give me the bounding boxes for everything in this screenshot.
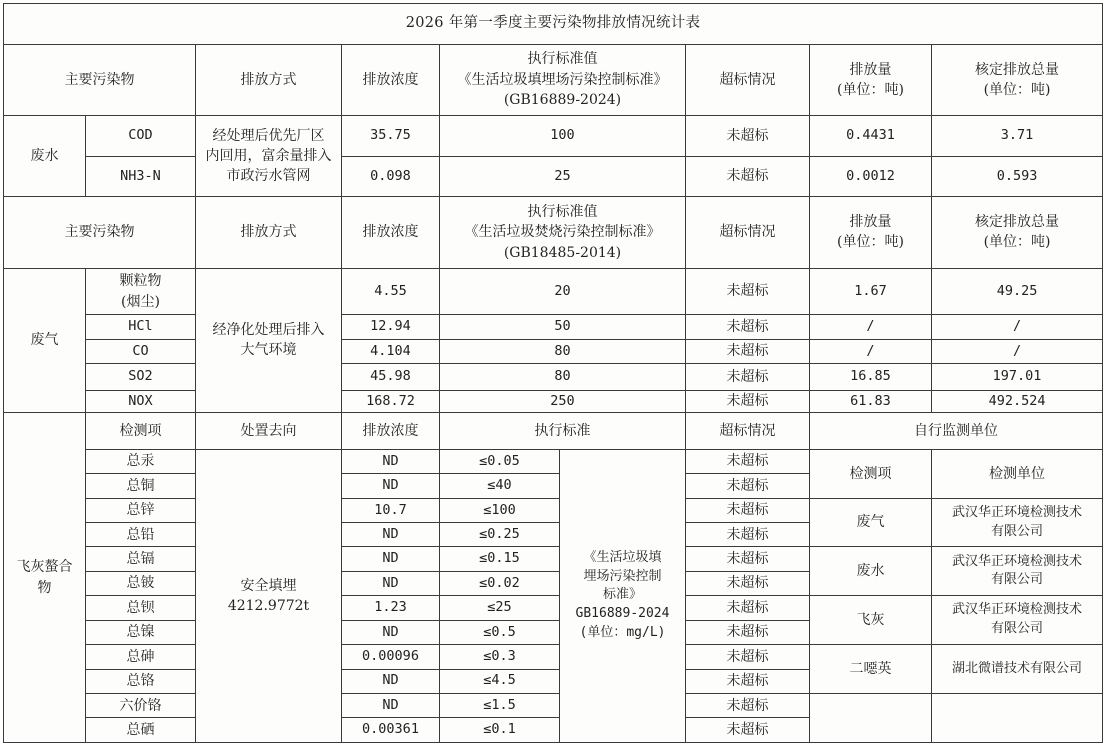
test-item-name: 总汞 [86, 449, 196, 473]
exceed-status: 未超标 [686, 547, 810, 571]
concentration-value: ND [342, 571, 440, 595]
test-item-name: 总锌 [86, 498, 196, 522]
exceed-status: 未超标 [686, 315, 810, 339]
limit-value: ≤100 [440, 498, 560, 522]
emission-value: 16.85 [810, 364, 932, 390]
header-emission: 排放量 (单位：吨) [810, 197, 932, 268]
table-row [4, 115, 1103, 156]
concentration-value: ND [342, 547, 440, 571]
approved-header: 核定排放总量 (单位：吨) [932, 197, 1103, 268]
test-item-name: 总钡 [86, 596, 196, 620]
exceed-status: 未超标 [686, 364, 810, 390]
monitor-unit: 武汉华正环境检测技术 有限公司 [932, 547, 1103, 596]
test-item-name: 总镍 [86, 620, 196, 644]
exceed-status: 未超标 [686, 596, 810, 620]
concentration-value: ND [342, 449, 440, 473]
concentration-value: 4.104 [342, 339, 440, 363]
standard-value: 50 [440, 315, 686, 339]
emission-value: 1.67 [810, 268, 932, 315]
table-row [4, 315, 1103, 339]
category-fly-ash: 飞灰螯合 物 [4, 413, 86, 743]
header-exceed: 超标情况 [686, 413, 810, 450]
exceed-status: 未超标 [686, 669, 810, 693]
table-row [4, 547, 1103, 571]
table-row [4, 339, 1103, 363]
pollutant-name: 颗粒物 (烟尘) [86, 268, 196, 315]
test-item-name: 六价铬 [86, 693, 196, 717]
test-item-name: 总镉 [86, 547, 196, 571]
exceed-status: 未超标 [686, 156, 810, 197]
monitor-unit: 武汉华正环境检测技术 有限公司 [932, 498, 1103, 547]
exceed-status: 未超标 [686, 498, 810, 522]
monitor-item: 废气 [810, 498, 932, 547]
header-pollutant: 主要污染物 [4, 44, 196, 115]
test-item-name: 总铅 [86, 523, 196, 547]
pollutant-name: HCl [86, 315, 196, 339]
limit-value: ≤0.25 [440, 523, 560, 547]
emission-value: / [810, 315, 932, 339]
monitor-header-unit: 检测单位 [932, 449, 1103, 498]
header-concentration: 排放浓度 [342, 197, 440, 268]
header-standard: 执行标准值 《生活垃圾焚烧污染控制标准》 (GB18485-2014) [440, 197, 686, 268]
table-row [4, 364, 1103, 390]
header-monitor-unit: 自行监测单位 [810, 413, 1103, 450]
standard-name: 《生活垃圾填 埋场污染控制 标准》 GB16889-2024 (单位：mg/L) [560, 449, 686, 742]
approved-total-value: 197.01 [932, 364, 1103, 390]
monitor-empty-cell [932, 693, 1103, 742]
concentration-value: 12.94 [342, 315, 440, 339]
emission-value: 0.4431 [810, 115, 932, 156]
emission-value: 61.83 [810, 390, 932, 412]
emission-statistics-table [3, 3, 1103, 743]
concentration-value: 10.7 [342, 498, 440, 522]
header-method: 排放方式 [196, 44, 342, 115]
emission-value: / [810, 339, 932, 363]
monitor-item: 二噁英 [810, 645, 932, 694]
exceed-status: 未超标 [686, 645, 810, 669]
standard-value: 25 [440, 156, 686, 197]
limit-value: ≤4.5 [440, 669, 560, 693]
limit-value: ≤0.5 [440, 620, 560, 644]
table-row [4, 390, 1103, 412]
pollutant-name: CO [86, 339, 196, 363]
table-row [4, 449, 1103, 473]
emission-value: 0.0012 [810, 156, 932, 197]
monitor-empty-cell [810, 693, 932, 742]
exceed-status: 未超标 [686, 474, 810, 498]
category-waste-gas: 废气 [4, 268, 86, 413]
approved-total-value: 492.524 [932, 390, 1103, 412]
header-pollutant: 主要污染物 [4, 197, 196, 268]
concentration-value: ND [342, 669, 440, 693]
test-item-name: 总硒 [86, 718, 196, 743]
approved-total-value: / [932, 339, 1103, 363]
category-wastewater: 废水 [4, 115, 86, 196]
header-standard: 执行标准 [440, 413, 686, 450]
header-exceed: 超标情况 [686, 44, 810, 115]
discharge-method: 经净化处理后排入 大气环境 [196, 268, 342, 413]
monitor-unit: 武汉华正环境检测技术 有限公司 [932, 596, 1103, 645]
limit-value: ≤0.1 [440, 718, 560, 743]
limit-value: ≤0.02 [440, 571, 560, 595]
approved-total-value: 49.25 [932, 268, 1103, 315]
exceed-status: 未超标 [686, 523, 810, 547]
discharge-method: 经处理后优先厂区 内回用，富余量排入 市政污水管网 [196, 115, 342, 196]
standard-value: 20 [440, 268, 686, 315]
test-item-name: 总铍 [86, 571, 196, 595]
approved-total-value: / [932, 315, 1103, 339]
limit-value: ≤1.5 [440, 693, 560, 717]
concentration-value: ND [342, 693, 440, 717]
limit-value: ≤0.05 [440, 449, 560, 473]
standard-value: 250 [440, 390, 686, 412]
pollutant-name: COD [86, 115, 196, 156]
limit-value: ≤0.15 [440, 547, 560, 571]
table-row [4, 156, 1103, 197]
header-method: 排放方式 [196, 197, 342, 268]
limit-value: ≤40 [440, 474, 560, 498]
exceed-status: 未超标 [686, 693, 810, 717]
test-item-name: 总砷 [86, 645, 196, 669]
pollutant-name: NOX [86, 390, 196, 412]
concentration-value: 45.98 [342, 364, 440, 390]
disposal-method: 安全填埋 4212.9772t [196, 449, 342, 742]
concentration-value: 0.00096 [342, 645, 440, 669]
exceed-status: 未超标 [686, 339, 810, 363]
standard-value: 80 [440, 364, 686, 390]
table-row [4, 268, 1103, 315]
header-test-item: 检测项 [86, 413, 196, 450]
concentration-value: 1.23 [342, 596, 440, 620]
exceed-status: 未超标 [686, 718, 810, 743]
limit-value: ≤25 [440, 596, 560, 620]
exceed-status: 未超标 [686, 620, 810, 644]
title-row [4, 4, 1103, 45]
approved-total-value: 0.593 [932, 156, 1103, 197]
monitor-item: 废水 [810, 547, 932, 596]
monitor-item: 飞灰 [810, 596, 932, 645]
header-row [4, 197, 1103, 268]
exceed-status: 未超标 [686, 115, 810, 156]
test-item-name: 总铬 [86, 669, 196, 693]
header-disposal: 处置去向 [196, 413, 342, 450]
monitor-unit: 湖北微谱技术有限公司 [932, 645, 1103, 694]
exceed-status: 未超标 [686, 268, 810, 315]
concentration-value: 0.00361 [342, 718, 440, 743]
table-title: 2026 年第一季度主要污染物排放情况统计表 [4, 4, 1103, 45]
concentration-value: ND [342, 620, 440, 644]
concentration-value: 35.75 [342, 115, 440, 156]
header-standard: 执行标准值 《生活垃圾填埋场污染控制标准》 (GB16889-2024) [440, 44, 686, 115]
exceed-status: 未超标 [686, 449, 810, 473]
exceed-status: 未超标 [686, 571, 810, 595]
header-row [4, 413, 1103, 450]
header-concentration: 排放浓度 [342, 413, 440, 450]
table-row [4, 645, 1103, 669]
pollutant-name: NH3-N [86, 156, 196, 197]
concentration-value: 0.098 [342, 156, 440, 197]
pollutant-name: SO2 [86, 364, 196, 390]
header-row [4, 44, 1103, 115]
table-row [4, 498, 1103, 522]
approved-total-value: 3.71 [932, 115, 1103, 156]
concentration-value: ND [342, 474, 440, 498]
header-approved: 核定排放总量 (单位：吨) [932, 44, 1103, 115]
header-concentration: 排放浓度 [342, 44, 440, 115]
table-row [4, 596, 1103, 620]
test-item-name: 总铜 [86, 474, 196, 498]
concentration-value: ND [342, 523, 440, 547]
standard-value: 100 [440, 115, 686, 156]
exceed-status: 未超标 [686, 390, 810, 412]
concentration-value: 4.55 [342, 268, 440, 315]
header-exceed: 超标情况 [686, 197, 810, 268]
limit-value: ≤0.3 [440, 645, 560, 669]
concentration-value: 168.72 [342, 390, 440, 412]
monitor-header-item: 检测项 [810, 449, 932, 498]
header-emission: 排放量 (单位：吨) [810, 44, 932, 115]
standard-value: 80 [440, 339, 686, 363]
table-row [4, 693, 1103, 717]
